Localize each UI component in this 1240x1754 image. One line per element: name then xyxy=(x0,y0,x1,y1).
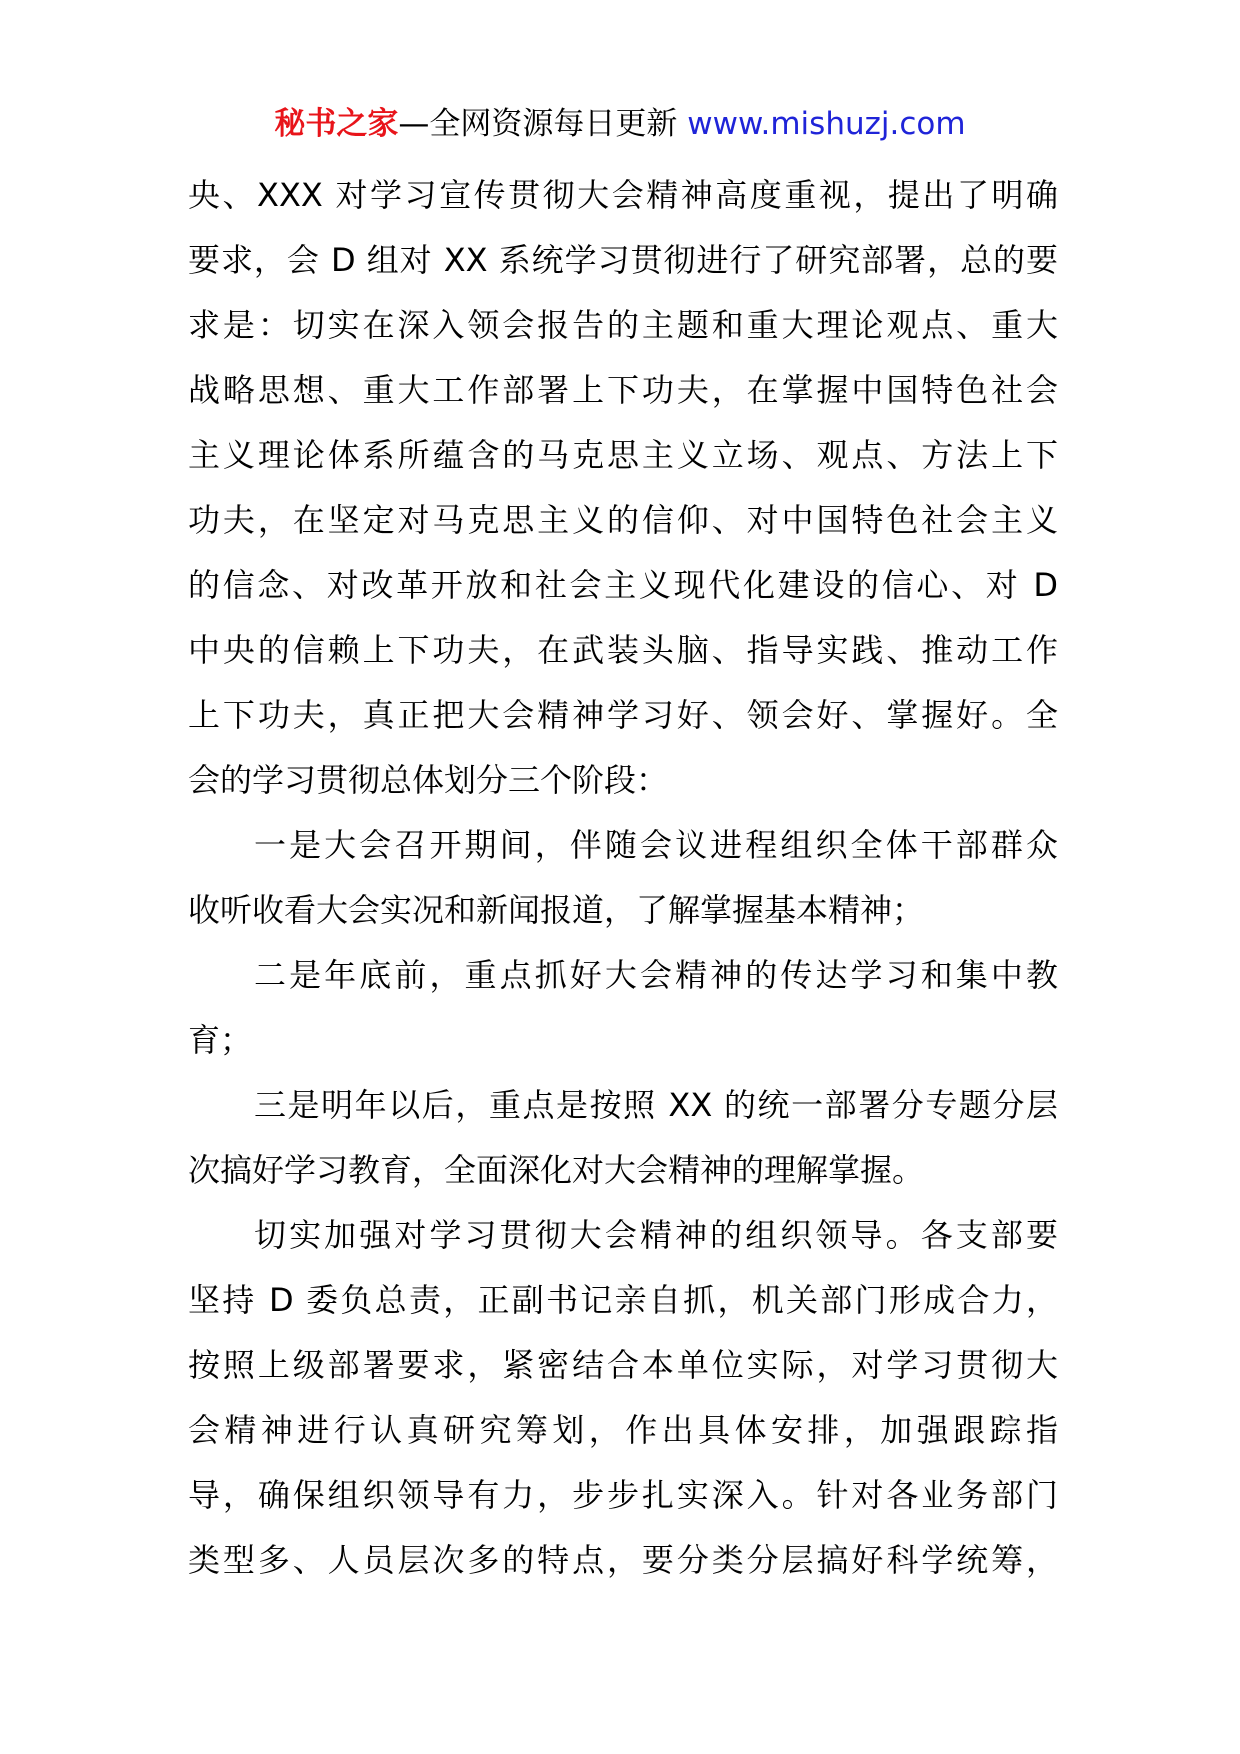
body-line: 类型多、人员层次多的特点，要分类分层搞好科学统筹， xyxy=(188,1541,1058,1579)
body-line: 导，确保组织领导有力，步步扎实深入。针对各业务部门 xyxy=(188,1476,1058,1514)
body-line: 会精神进行认真研究筹划，作出具体安排，加强跟踪指 xyxy=(188,1411,1058,1449)
site-url-link[interactable]: www.mishuzj.com xyxy=(687,106,966,142)
body-line: 按照上级部署要求，紧密结合本单位实际，对学习贯彻大 xyxy=(188,1346,1058,1384)
body-line: 一是大会召开期间，伴随会议进程组织全体干部群众 xyxy=(254,826,1058,864)
body-line: 坚持 D 委负总责，正副书记亲自抓，机关部门形成合力， xyxy=(188,1281,1058,1319)
body-line: 二是年底前，重点抓好大会精神的传达学习和集中教 xyxy=(254,956,1058,994)
body-line: 三是明年以后，重点是按照 XX 的统一部署分专题分层 xyxy=(254,1086,1058,1124)
body-line: 会的学习贯彻总体划分三个阶段： xyxy=(188,761,669,799)
body-line: 主义理论体系所蕴含的马克思主义立场、观点、方法上下 xyxy=(188,436,1058,474)
page-header xyxy=(0,102,1240,146)
body-line: 要求，会 D 组对 XX 系统学习贯彻进行了研究部署，总的要 xyxy=(188,241,1058,279)
body-line: 收听收看大会实况和新闻报道，了解掌握基本精神； xyxy=(188,891,925,929)
body-line: 求是：切实在深入领会报告的主题和重大理论观点、重大 xyxy=(188,306,1058,344)
body-line: 战略思想、重大工作部署上下功夫，在掌握中国特色社会 xyxy=(188,371,1058,409)
body-line: 功夫，在坚定对马克思主义的信仰、对中国特色社会主义 xyxy=(188,501,1058,539)
body-line: 央、XXX 对学习宣传贯彻大会精神高度重视，提出了明确 xyxy=(188,176,1058,214)
body-line: 育； xyxy=(188,1021,253,1059)
header-slogan: —全网资源每日更新 xyxy=(398,106,678,142)
body-line: 的信念、对改革开放和社会主义现代化建设的信心、对 D xyxy=(188,566,1058,604)
body-line: 中央的信赖上下功夫，在武装头脑、指导实践、推动工作 xyxy=(188,631,1058,669)
body-line: 次搞好学习教育，全面深化对大会精神的理解掌握。 xyxy=(188,1151,925,1189)
body-line: 切实加强对学习贯彻大会精神的组织领导。各支部要 xyxy=(254,1216,1058,1254)
body-line: 上下功夫，真正把大会精神学习好、领会好、掌握好。全 xyxy=(188,696,1058,734)
brand-name: 秘书之家 xyxy=(274,106,399,142)
document-body xyxy=(188,163,1058,1593)
